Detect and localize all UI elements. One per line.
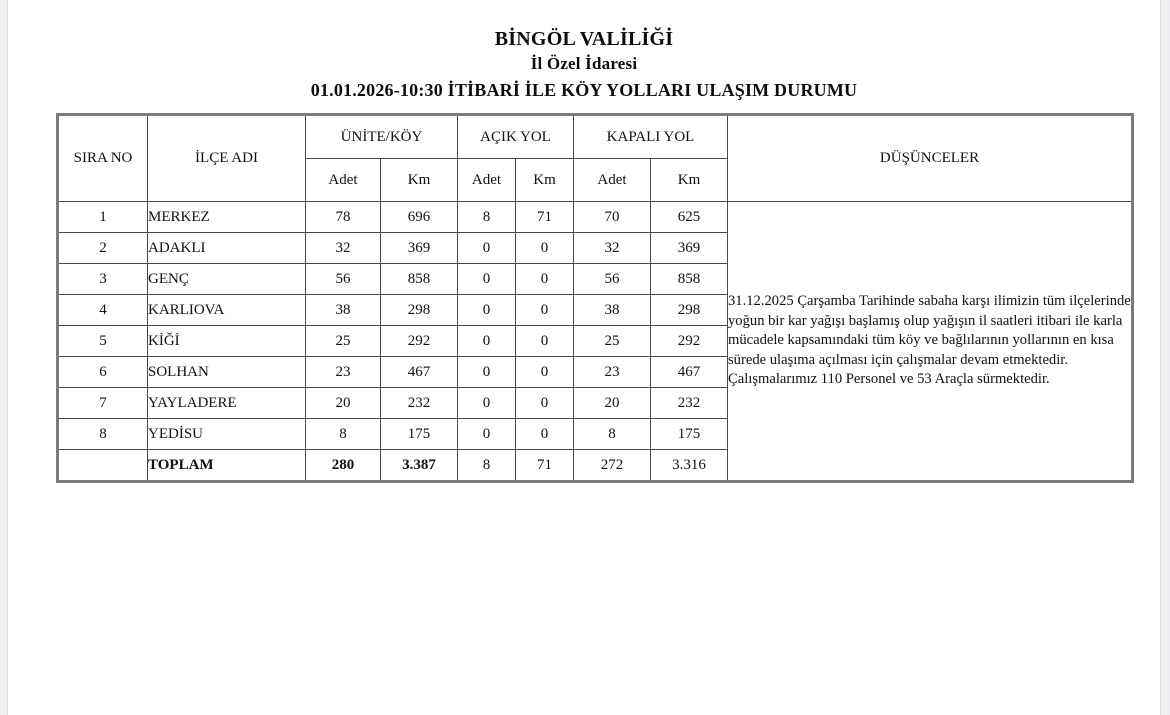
column-header-dusunceler: DÜŞÜNCELER — [728, 115, 1133, 202]
cell-acik-km: 71 — [516, 202, 574, 233]
report-title: 01.01.2026-10:30 İTİBARİ İLE KÖY YOLLARI ULAŞIM DURUMU — [310, 80, 858, 100]
page-title: BİNGÖL VALİLİĞİ — [494, 28, 674, 50]
cell-sira-no: 1 — [58, 202, 148, 233]
cell-ilce-adi: YEDİSU — [148, 419, 306, 450]
cell-acik-adet: 0 — [458, 295, 516, 326]
cell-acik-km: 0 — [516, 233, 574, 264]
cell-acik-km: 0 — [516, 388, 574, 419]
cell-kapali-km: 232 — [651, 388, 728, 419]
cell-acik-km: 0 — [516, 326, 574, 357]
notes-paragraph-1: 31.12.2025 Çarşamba Tarihinde sabaha karşı ilimizin tüm ilçelerinde yoğun bir kar yağışı başlamış olup yağışın il saatleri itibari ile karla mücadele kapsamındaki tüm köy ve bağlılarının yollarının en kısa sürede ulaşıma açılması için çalışmalar devam etmektedir. — [728, 293, 1131, 368]
cell-total-unite-adet: 280 — [306, 450, 381, 482]
cell-kapali-km: 369 — [651, 233, 728, 264]
column-header-acik-adet: Adet — [458, 159, 516, 202]
cell-total-unite-km: 3.387 — [381, 450, 458, 482]
cell-unite-adet: 25 — [306, 326, 381, 357]
cell-unite-adet: 56 — [306, 264, 381, 295]
cell-ilce-adi: KARLIOVA — [148, 295, 306, 326]
cell-unite-km: 232 — [381, 388, 458, 419]
cell-sira-no: 2 — [58, 233, 148, 264]
notes-text — [728, 292, 1131, 390]
cell-sira-no: 7 — [58, 388, 148, 419]
cell-unite-km: 696 — [381, 202, 458, 233]
report-table-container — [56, 113, 1131, 483]
cell-kapali-adet: 38 — [574, 295, 651, 326]
column-header-unite-km: Km — [381, 159, 458, 202]
cell-acik-adet: 8 — [458, 202, 516, 233]
cell-ilce-adi: MERKEZ — [148, 202, 306, 233]
cell-acik-adet: 0 — [458, 326, 516, 357]
page-gutter-left — [0, 0, 8, 715]
cell-kapali-adet: 20 — [574, 388, 651, 419]
village-roads-table — [56, 113, 1134, 483]
table-head — [58, 115, 1133, 202]
page-gutter-right — [1160, 0, 1170, 715]
cell-unite-adet: 32 — [306, 233, 381, 264]
cell-sira-no: 4 — [58, 295, 148, 326]
cell-sira-no: 5 — [58, 326, 148, 357]
column-header-sira-no: SIRA NO — [58, 115, 148, 202]
table-body — [58, 202, 1133, 482]
cell-ilce-adi: ADAKLI — [148, 233, 306, 264]
cell-kapali-km: 625 — [651, 202, 728, 233]
document-page — [8, 0, 1160, 715]
cell-acik-km: 0 — [516, 264, 574, 295]
cell-unite-adet: 38 — [306, 295, 381, 326]
cell-acik-adet: 0 — [458, 233, 516, 264]
column-group-header-unite-koy: ÜNİTE/KÖY — [306, 115, 458, 159]
table-row — [58, 202, 1133, 233]
column-header-kapali-adet: Adet — [574, 159, 651, 202]
cell-acik-km: 0 — [516, 357, 574, 388]
cell-kapali-adet: 23 — [574, 357, 651, 388]
cell-ilce-adi: KİĞİ — [148, 326, 306, 357]
cell-kapali-adet: 25 — [574, 326, 651, 357]
cell-unite-km: 858 — [381, 264, 458, 295]
table-header-row-groups — [58, 115, 1133, 159]
cell-acik-adet: 0 — [458, 357, 516, 388]
column-group-header-kapali-yol: KAPALI YOL — [574, 115, 728, 159]
cell-unite-km: 175 — [381, 419, 458, 450]
column-header-ilce-adi: İLÇE ADI — [148, 115, 306, 202]
cell-unite-adet: 78 — [306, 202, 381, 233]
cell-unite-km: 298 — [381, 295, 458, 326]
cell-acik-adet: 0 — [458, 264, 516, 295]
cell-kapali-km: 858 — [651, 264, 728, 295]
cell-acik-adet: 0 — [458, 388, 516, 419]
cell-kapali-adet: 8 — [574, 419, 651, 450]
cell-ilce-adi: GENÇ — [148, 264, 306, 295]
cell-kapali-km: 298 — [651, 295, 728, 326]
cell-total-kapali-km: 3.316 — [651, 450, 728, 482]
cell-unite-km: 292 — [381, 326, 458, 357]
page-subtitle: İl Özel İdaresi — [530, 54, 638, 73]
cell-kapali-km: 175 — [651, 419, 728, 450]
notes-cell — [728, 202, 1133, 482]
cell-acik-km: 0 — [516, 419, 574, 450]
cell-kapali-km: 292 — [651, 326, 728, 357]
cell-kapali-adet: 32 — [574, 233, 651, 264]
cell-total-kapali-adet: 272 — [574, 450, 651, 482]
cell-sira-no — [58, 450, 148, 482]
cell-unite-adet: 23 — [306, 357, 381, 388]
cell-sira-no: 3 — [58, 264, 148, 295]
cell-sira-no: 6 — [58, 357, 148, 388]
cell-ilce-adi: YAYLADERE — [148, 388, 306, 419]
cell-ilce-adi: SOLHAN — [148, 357, 306, 388]
cell-unite-km: 369 — [381, 233, 458, 264]
cell-unite-adet: 20 — [306, 388, 381, 419]
cell-kapali-adet: 56 — [574, 264, 651, 295]
column-group-header-acik-yol: AÇIK YOL — [458, 115, 574, 159]
cell-sira-no: 8 — [58, 419, 148, 450]
cell-kapali-adet: 70 — [574, 202, 651, 233]
cell-unite-km: 467 — [381, 357, 458, 388]
column-header-acik-km: Km — [516, 159, 574, 202]
notes-paragraph-2: Çalışmalarımız 110 Personel ve 53 Araçla sürmektedir. — [728, 371, 1050, 388]
cell-acik-km: 0 — [516, 295, 574, 326]
cell-total-acik-km: 71 — [516, 450, 574, 482]
column-header-unite-adet: Adet — [306, 159, 381, 202]
column-header-kapali-km: Km — [651, 159, 728, 202]
document-header — [8, 0, 1160, 103]
cell-unite-adet: 8 — [306, 419, 381, 450]
cell-kapali-km: 467 — [651, 357, 728, 388]
cell-total-acik-adet: 8 — [458, 450, 516, 482]
cell-total-label: TOPLAM — [148, 450, 306, 482]
cell-acik-adet: 0 — [458, 419, 516, 450]
